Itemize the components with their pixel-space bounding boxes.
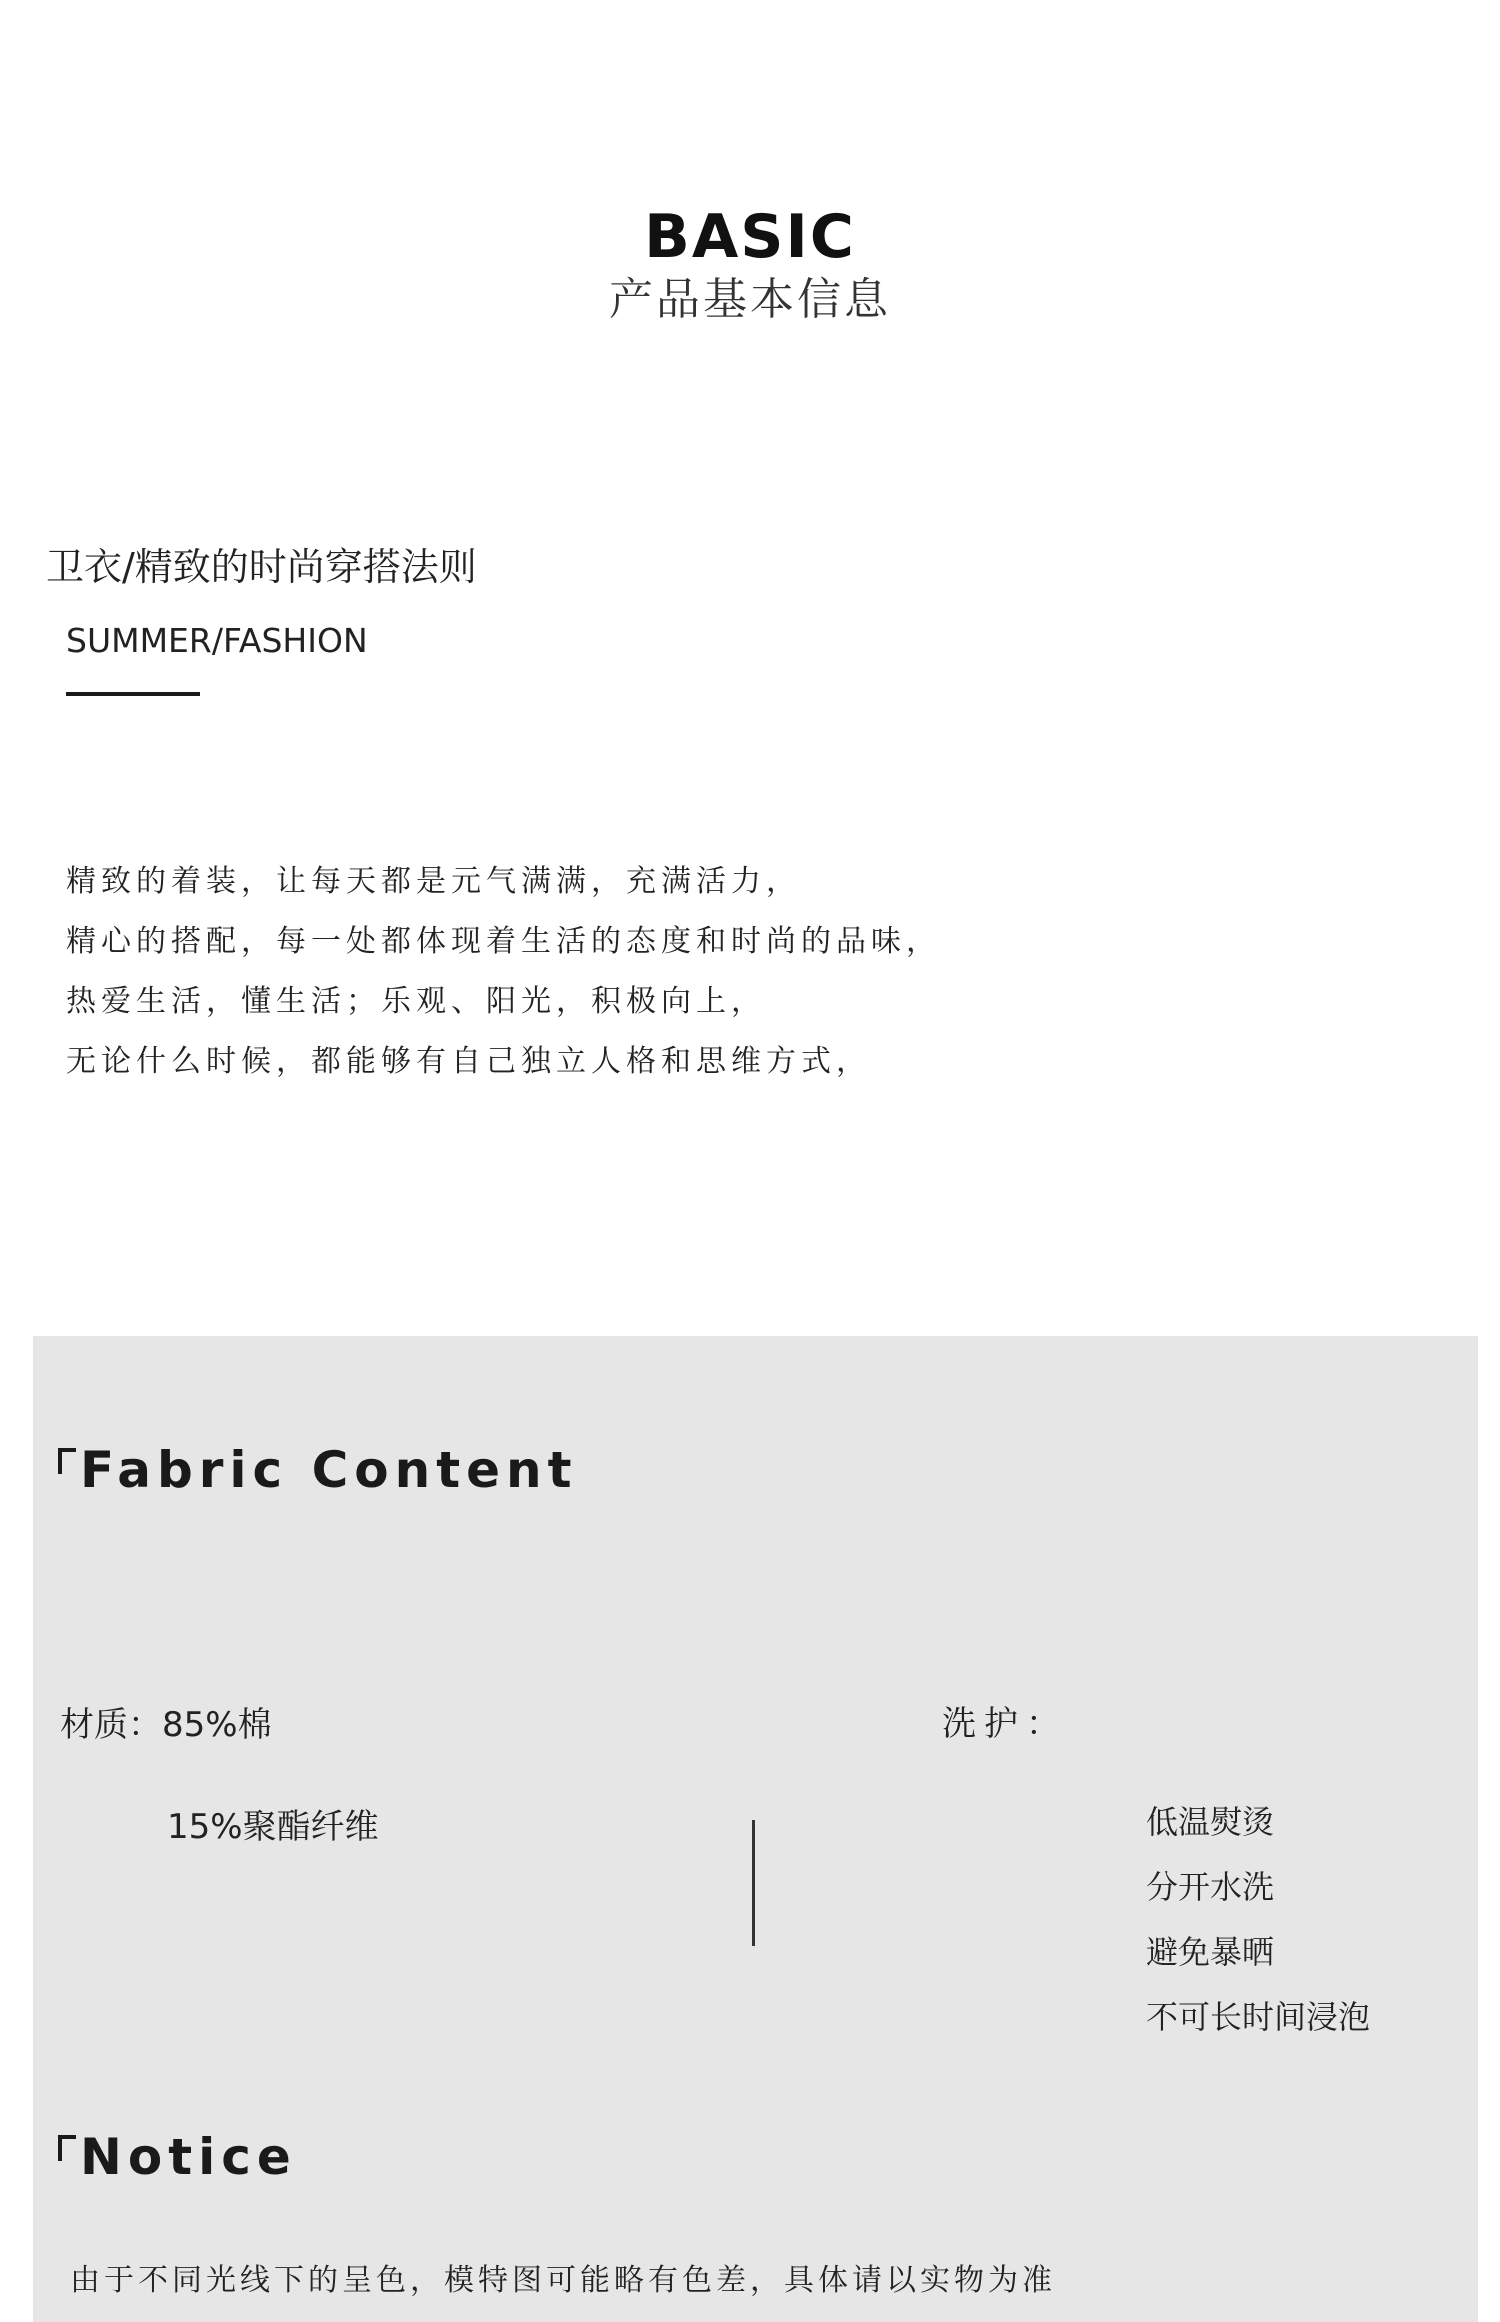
corner-bracket-icon	[58, 2135, 76, 2161]
notice-heading	[58, 2125, 297, 2189]
care-item: 不可长时间浸泡	[1146, 1998, 1371, 2036]
description-line: 热爱生活，懂生活；乐观、阳光，积极向上，	[66, 984, 766, 1019]
description-line: 无论什么时候，都能够有自己独立人格和思维方式，	[66, 1044, 871, 1079]
page-subtitle: 产品基本信息	[609, 274, 891, 325]
page-title: BASIC	[644, 202, 856, 272]
material-line-1: 材质：85%棉	[60, 1705, 272, 1745]
description-block	[66, 852, 1266, 1092]
notice-title: Notice	[80, 2128, 297, 2186]
corner-bracket-icon	[58, 1448, 76, 1474]
description-line: 精致的着装，让每天都是元气满满，充满活力，	[66, 864, 801, 899]
care-item: 分开水洗	[1146, 1868, 1275, 1906]
fabric-content-heading	[58, 1438, 578, 1502]
notice-continuation-text	[70, 2306, 1070, 2322]
care-item: 低温熨烫	[1146, 1803, 1275, 1841]
section-subheading: SUMMER/FASHION	[66, 621, 368, 660]
notice-text: 由于不同光线下的呈色，模特图可能略有色差，具体请以实物为准	[70, 2263, 1056, 2298]
section-heading: 卫衣/精致的时尚穿搭法则	[46, 545, 477, 589]
material-line-2: 15%聚酯纤维	[167, 1807, 379, 1847]
vertical-divider	[752, 1820, 755, 1946]
care-label: 洗护：	[942, 1704, 1068, 1744]
care-list	[1146, 1790, 1370, 2050]
care-item: 避免暴晒	[1146, 1933, 1275, 1971]
heading-underline	[66, 692, 200, 696]
notice-continuation-cropped	[70, 2306, 1070, 2322]
fabric-content-title: Fabric Content	[80, 1441, 578, 1499]
description-line: 精心的搭配，每一处都体现着生活的态度和时尚的品味，	[66, 924, 941, 959]
